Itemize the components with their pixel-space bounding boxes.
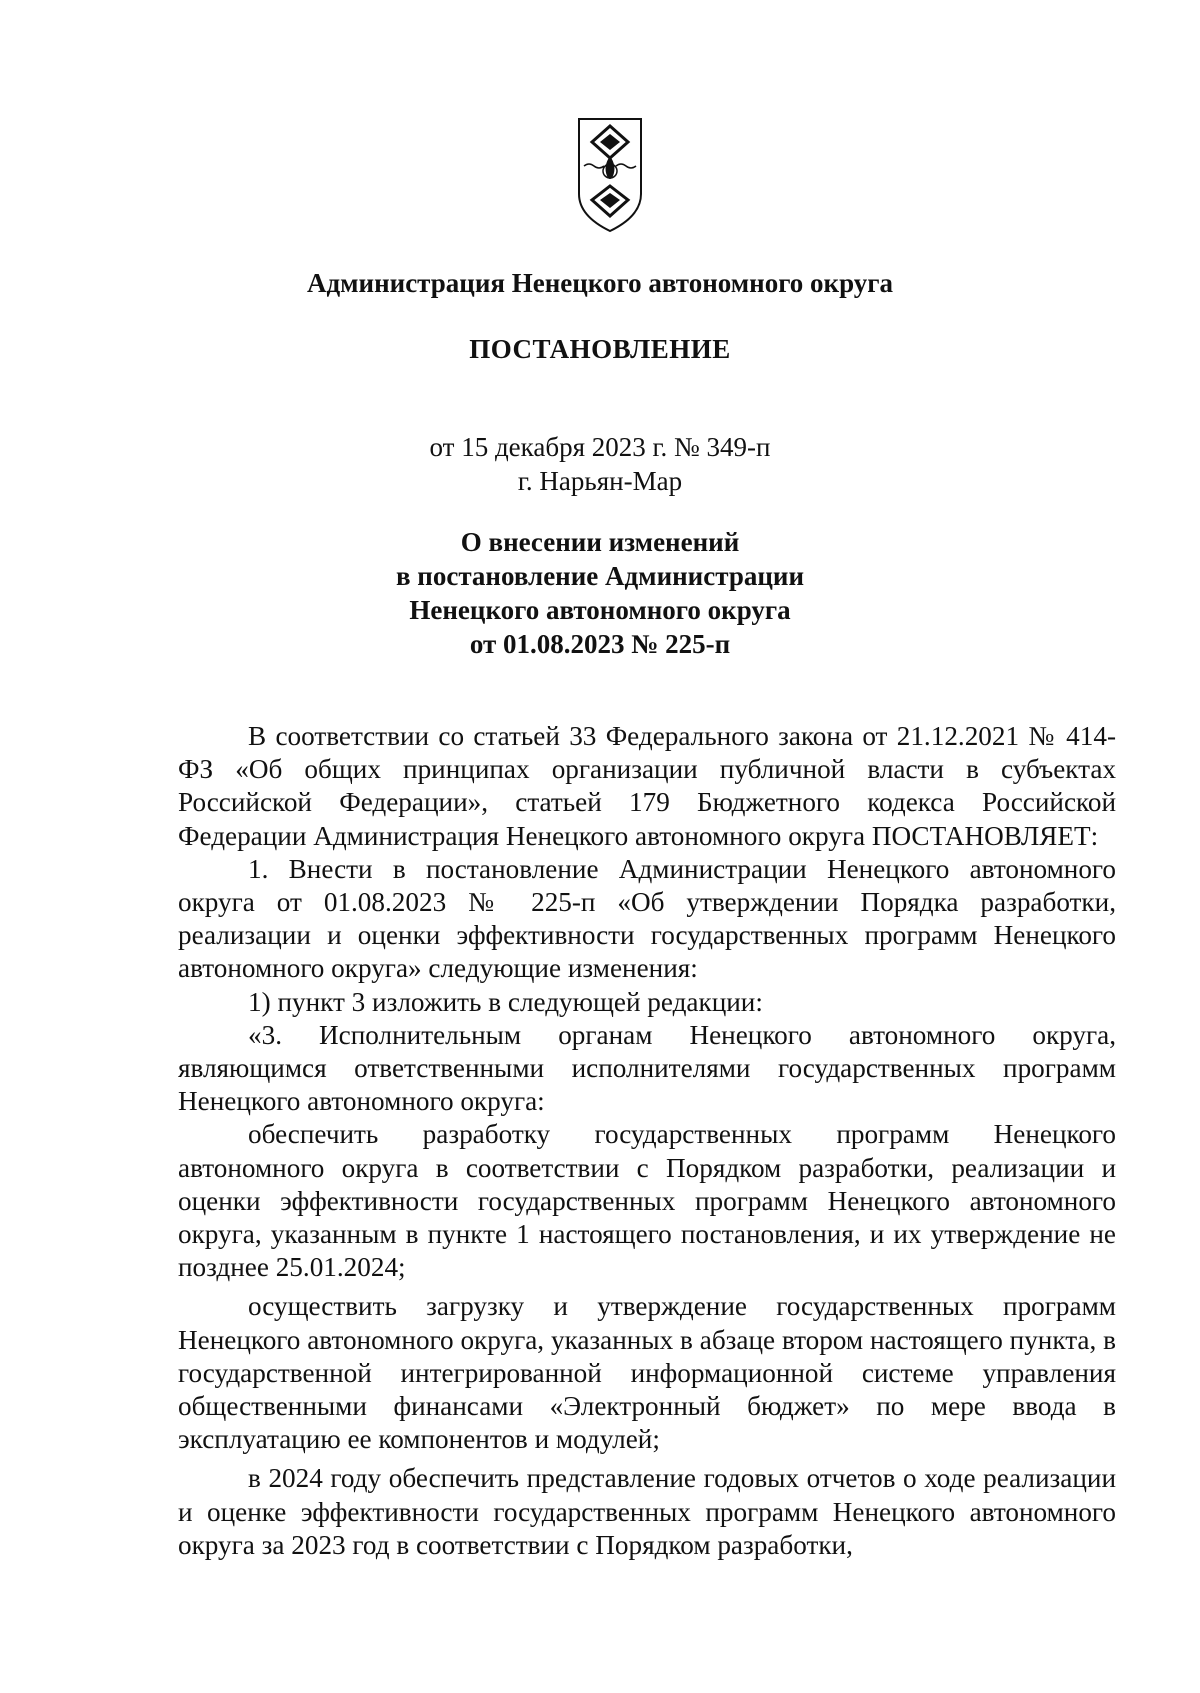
paragraph-subitem-1: 1) пункт 3 изложить в следующей редакции: [248, 986, 763, 1017]
paragraph-provide-development: обеспечить разработку государственных программ Ненецкого автономного округа в соответствии с Порядком разработки, реализации и оценки эффективности государственных программ Ненецкого автономного округа, указанным в пункте 1 настоящего постановления, и их утверждение не позднее 25.01.2024; [178, 1119, 1116, 1283]
coat-of-arms-icon [576, 116, 644, 234]
agency-name: Администрация Ненецкого автономного округа [306, 268, 894, 298]
title-line: О внесении изменений [460, 527, 740, 557]
paragraph-point-3: «3. Исполнительным органам Ненецкого автономного округа, являющимся ответственными исполнителями государственных программ Ненецкого автономного округа: [178, 1019, 1116, 1117]
title-line: от 01.08.2023 № 225-п [469, 629, 731, 659]
paragraph-annual-reports: в 2024 году обеспечить представление годовых отчетов о ходе реализации и оценке эффективности государственных программ Ненецкого автономного округа за 2023 год в соответствии с Порядком разработки, [178, 1463, 1116, 1560]
document-type: ПОСТАНОВЛЕНИЕ [469, 334, 731, 364]
document-body [178, 720, 1116, 1562]
document-date-number: от 15 декабря 2023 г. № 349-п [429, 432, 771, 462]
date-and-place [0, 430, 1200, 498]
title-line: в постановление Администрации [395, 561, 805, 591]
document-city: г. Нарьян-Мар [517, 466, 683, 496]
title-line: Ненецкого автономного округа [409, 595, 791, 625]
paragraph-preamble: В соответствии со статьей 33 Федерального закона от 21.12.2021 № 414-ФЗ «Об общих принципах организации публичной власти в субъектах Российской Федерации», статьей 179 Бюджетного кодекса Российской Федерации Администрация Ненецкого автономного округа ПОСТАНОВЛЯЕТ: [178, 721, 1116, 851]
paragraph-upload-programs: осуществить загрузку и утверждение государственных программ Ненецкого автономного округа, указанных в абзаце втором настоящего пункта, в государственной интегрированной информационной системе управления общественными финансами «Электронный бюджет» по мере ввода в эксплуатацию ее компонентов и модулей; [178, 1291, 1116, 1455]
paragraph-item-1: 1. Внести в постановление Администрации Ненецкого автономного округа от 01.08.2023 № 225-п «Об утверждении Порядка разработки, реализации и оценки эффективности государственных программ Ненецкого автономного округа» следующие изменения: [178, 853, 1116, 984]
document-title [0, 525, 1200, 661]
